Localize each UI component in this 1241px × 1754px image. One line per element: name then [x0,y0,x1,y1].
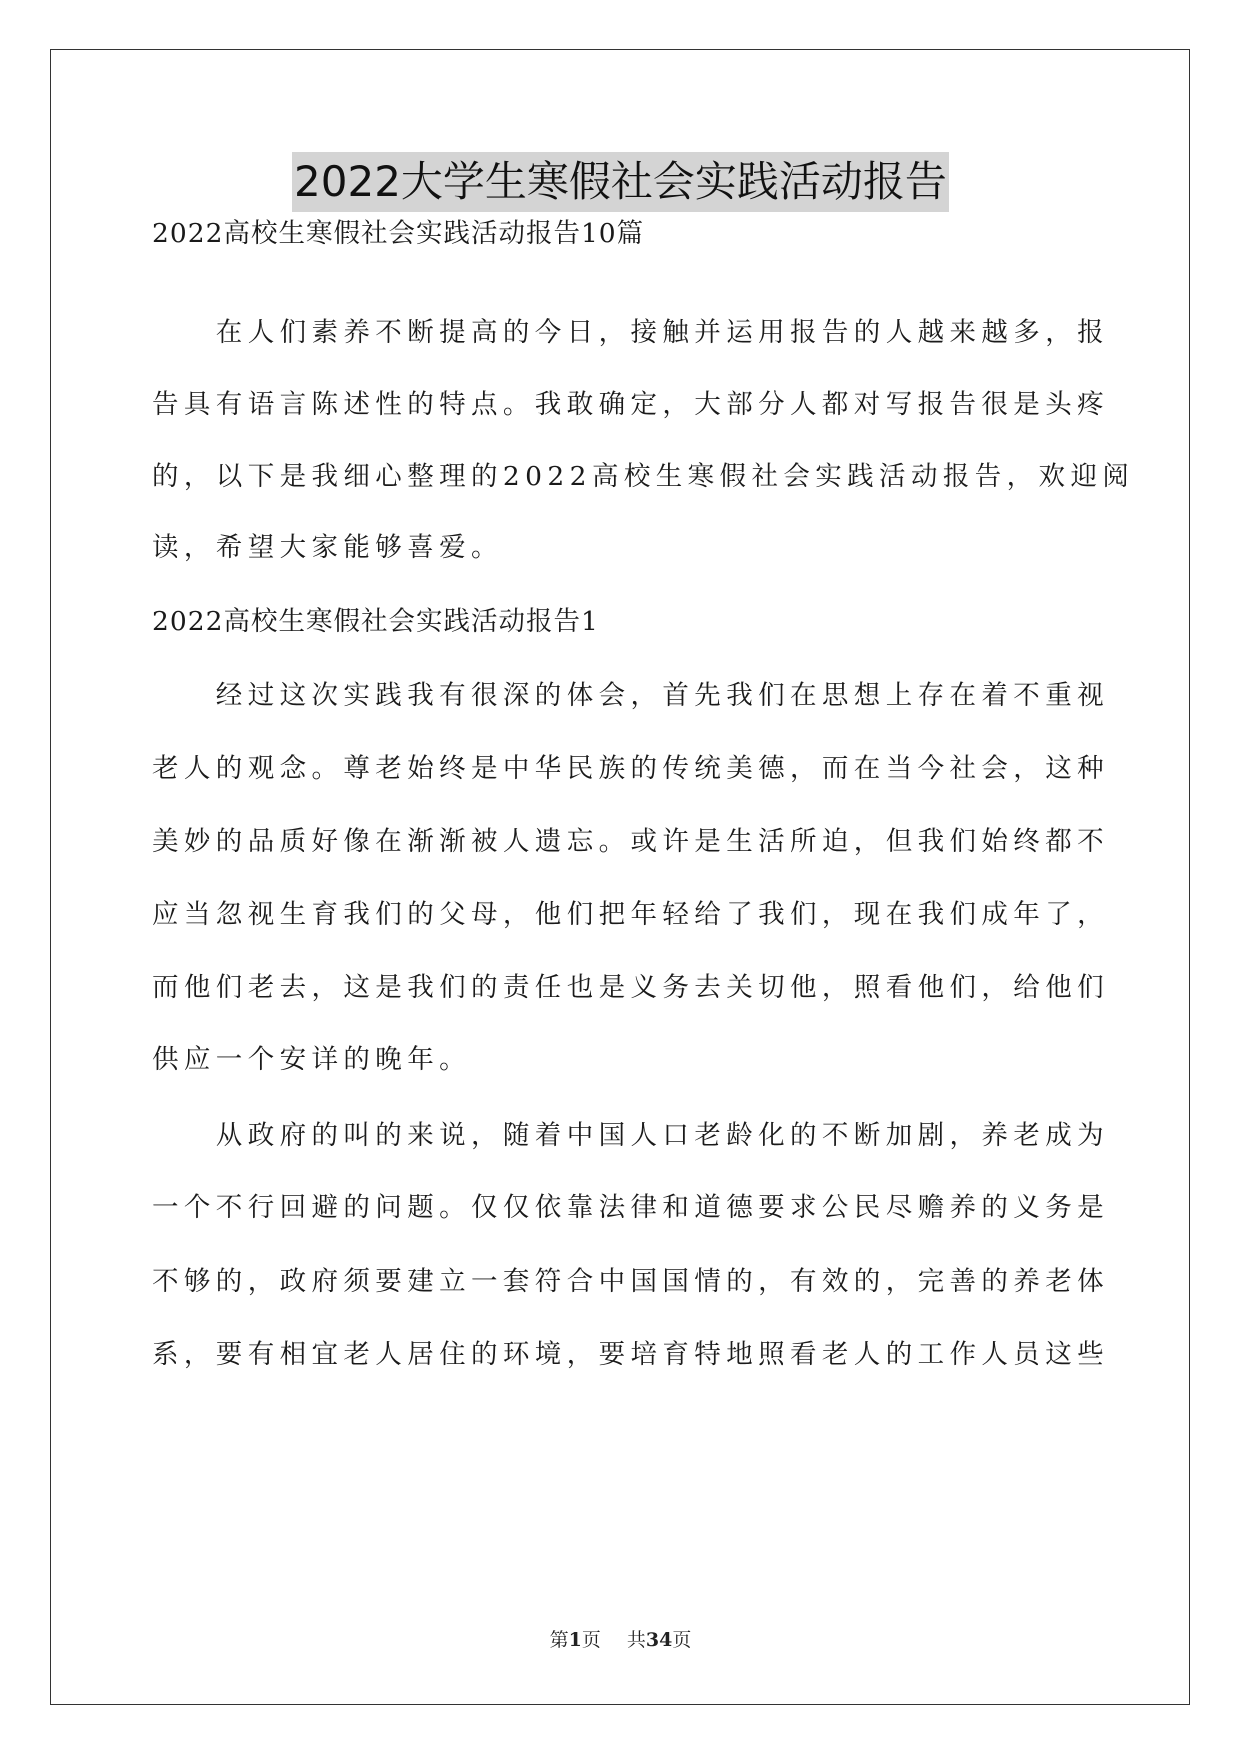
page-footer [0,1628,1241,1652]
paragraph2-line-2: 一个不行回避的问题。仅仅依靠法律和道德要求公民尽赡养的义务是 [152,1192,1109,1223]
section-heading: 2022高校生寒假社会实践活动报告1 [152,606,599,637]
document-subtitle: 2022高校生寒假社会实践活动报告10篇 [152,218,645,249]
intro-line-3: 的，以下是我细心整理的2022高校生寒假社会实践活动报告，欢迎阅 [152,461,1135,492]
total-pages: 34 [645,1629,673,1651]
page-frame [50,49,1190,1705]
paragraph1-line-2: 老人的观念。尊老始终是中华民族的传统美德，而在当今社会，这种 [152,753,1109,784]
page-prefix: 第 [549,1629,569,1651]
paragraph2-line-3: 不够的，政府须要建立一套符合中国国情的，有效的，完善的养老体 [152,1266,1109,1297]
paragraph2-line-1: 从政府的叫的来说，随着中国人口老龄化的不断加剧，养老成为 [152,1120,1109,1151]
title-container [0,152,1241,212]
paragraph1-line-6: 供应一个安详的晚年。 [152,1044,471,1075]
paragraph1-line-3: 美妙的品质好像在渐渐被人遗忘。或许是生活所迫，但我们始终都不 [152,826,1109,857]
intro-line-4: 读，希望大家能够喜爱。 [152,532,503,563]
total-prefix: 共 [626,1629,646,1651]
intro-line-2: 告具有语言陈述性的特点。我敢确定，大部分人都对写报告很是头疼 [152,389,1109,420]
intro-line-1: 在人们素养不断提高的今日，接触并运用报告的人越来越多，报 [152,317,1109,348]
document-title: 2022大学生寒假社会实践活动报告 [292,152,949,212]
paragraph1-line-1: 经过这次实践我有很深的体会，首先我们在思想上存在着不重视 [152,680,1109,711]
page-number: 1 [568,1629,582,1651]
page-suffix: 页 [581,1629,601,1651]
paragraph1-line-5: 而他们老去，这是我们的责任也是义务去关切他，照看他们，给他们 [152,972,1109,1003]
paragraph2-line-4: 系，要有相宜老人居住的环境，要培育特地照看老人的工作人员这些 [152,1339,1109,1370]
paragraph1-line-4: 应当忽视生育我们的父母，他们把年轻给了我们，现在我们成年了， [152,899,1109,930]
total-suffix: 页 [672,1629,692,1651]
